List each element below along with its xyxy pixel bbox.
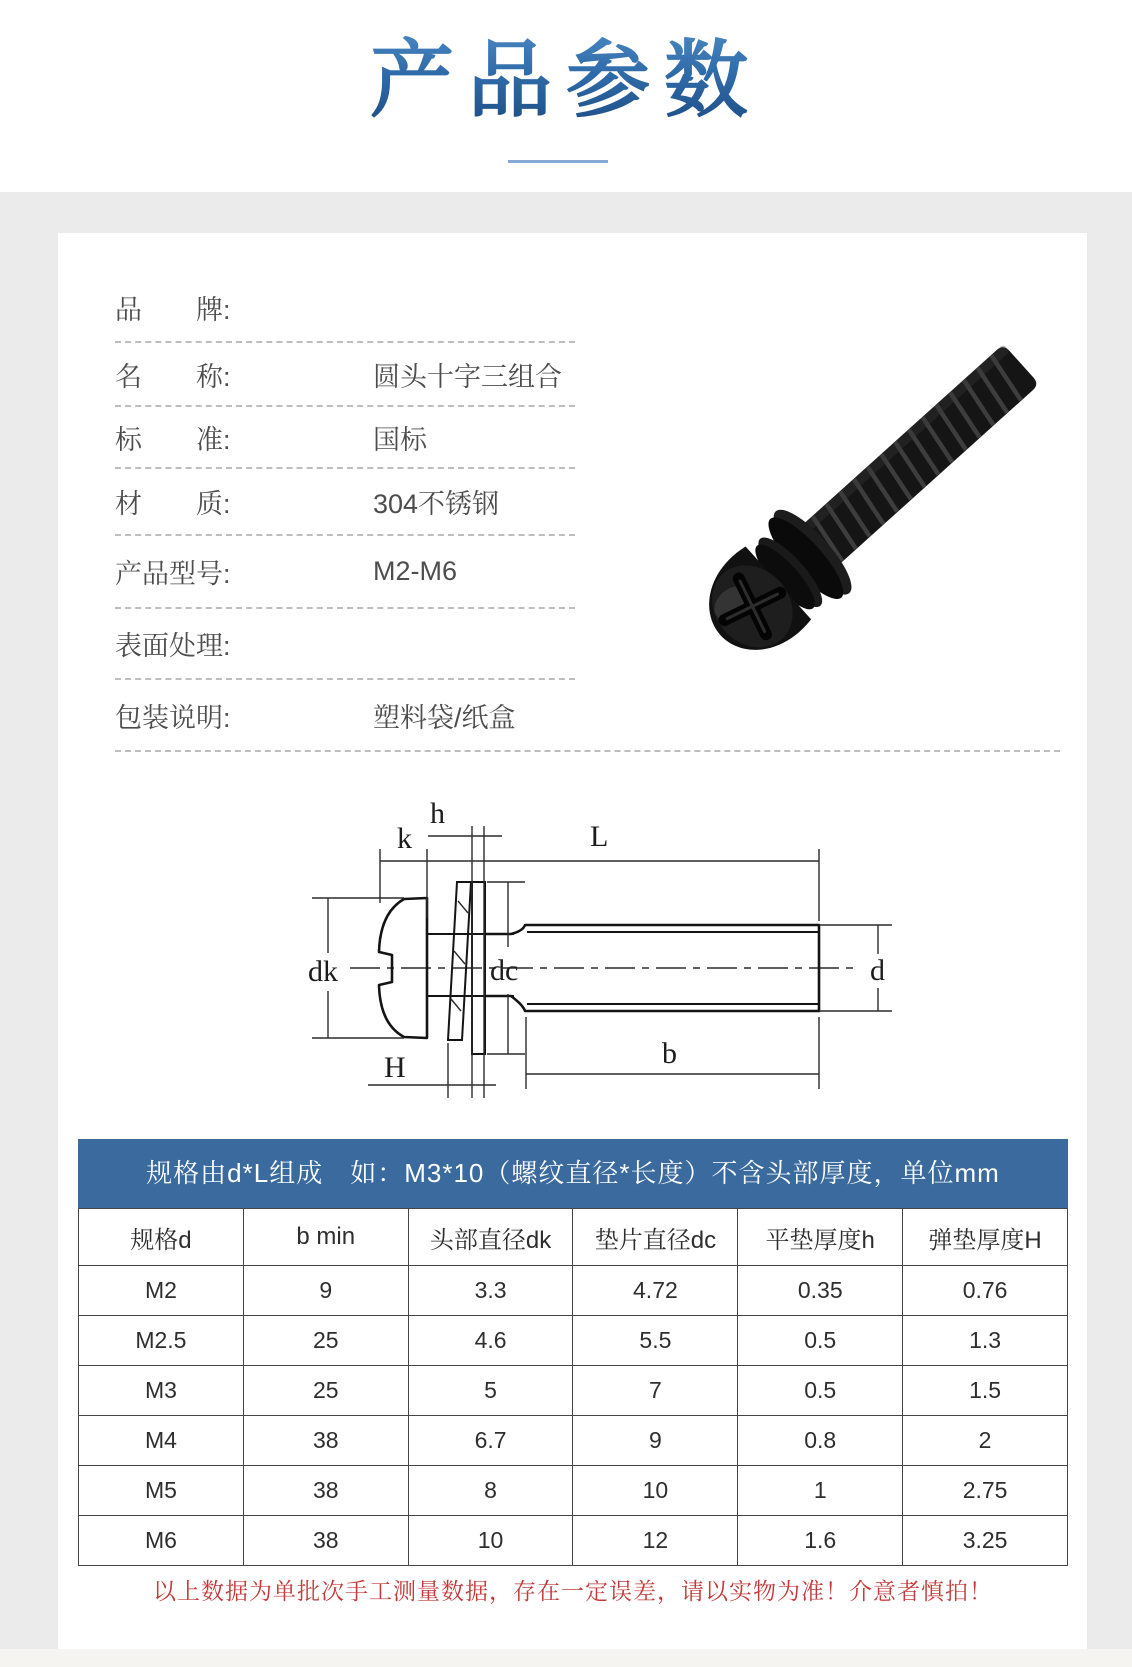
dim-label-b: b: [662, 1037, 677, 1070]
table-cell: 0.35: [738, 1266, 903, 1316]
table-cell: 1.6: [738, 1516, 903, 1566]
spec-table: [78, 1208, 1068, 1566]
table-cell: 0.76: [903, 1266, 1068, 1316]
table-cell: 1.5: [903, 1366, 1068, 1416]
table-cell: 25: [243, 1366, 408, 1416]
table-cell: 2.75: [903, 1466, 1068, 1516]
table-row: [79, 1466, 1068, 1516]
dim-label-dk: dk: [308, 955, 338, 988]
table-cell: 5.5: [573, 1316, 738, 1366]
screw-photo-group: [684, 323, 1059, 676]
dim-label-L: L: [590, 820, 609, 853]
spec-banner: 规格由d*L组成 如：M3*10（螺纹直径*长度）不含头部厚度，单位mm: [78, 1139, 1068, 1208]
table-cell: 10: [408, 1516, 573, 1566]
dimension-diagram: [300, 751, 900, 1131]
info-label: 品 牌:: [115, 294, 231, 325]
dim-label-h: h: [430, 797, 445, 830]
table-row: [79, 1416, 1068, 1466]
table-cell: 7: [573, 1366, 738, 1416]
info-row: [115, 680, 1060, 750]
spec-column-header: 垫片直径dc: [573, 1209, 738, 1266]
table-row: [79, 1316, 1068, 1366]
dim-label-dc: dc: [490, 954, 519, 987]
table-cell: 1.3: [903, 1316, 1068, 1366]
spring-washer-section: [448, 882, 471, 1040]
table-cell: 5: [408, 1366, 573, 1416]
table-cell: M2.5: [79, 1316, 244, 1366]
info-value: 塑料袋/纸盒: [373, 702, 516, 733]
info-value: M2-M6: [373, 556, 458, 586]
dim-label-H: H: [384, 1051, 406, 1084]
info-label: 标 准:: [115, 424, 231, 455]
table-cell: M3: [79, 1366, 244, 1416]
title-underline: [508, 160, 608, 163]
spec-body: [79, 1266, 1068, 1566]
table-cell: M5: [79, 1466, 244, 1516]
spec-column-header: b min: [243, 1209, 408, 1266]
table-row: [79, 1516, 1068, 1566]
info-label: 包装说明:: [115, 702, 231, 733]
screw-shank: [796, 344, 1039, 571]
table-row: [79, 1366, 1068, 1416]
info-label: 产品型号:: [115, 559, 231, 589]
table-cell: 0.5: [738, 1366, 903, 1416]
table-cell: 9: [243, 1266, 408, 1316]
dim-label-k: k: [397, 822, 412, 855]
content-card: [58, 233, 1087, 1649]
info-label: 名 称:: [115, 361, 231, 392]
kL-dimension: [380, 849, 819, 921]
product-photo: [613, 283, 1073, 683]
info-value: 圆头十字三组合: [373, 361, 562, 392]
footnote: 以上数据为单批次手工测量数据，存在一定误差，请以实物为准！介意者慎拍！: [153, 1578, 993, 1604]
bottom-strip: [0, 1649, 1132, 1667]
dim-label-d: d: [870, 954, 885, 987]
table-cell: 3.25: [903, 1516, 1068, 1566]
table-cell: 9: [573, 1416, 738, 1466]
table-cell: 12: [573, 1516, 738, 1566]
table-cell: 38: [243, 1466, 408, 1516]
table-cell: 3.3: [408, 1266, 573, 1316]
title-block: [0, 30, 1132, 130]
info-value: 304不锈钢: [373, 489, 500, 519]
spec-column-header: 弹垫厚度H: [903, 1209, 1068, 1266]
spec-column-header: 头部直径dk: [408, 1209, 573, 1266]
page-title: 产品参数: [370, 30, 762, 130]
info-label: 表面处理:: [115, 631, 231, 661]
table-cell: 2: [903, 1416, 1068, 1466]
table-cell: M6: [79, 1516, 244, 1566]
table-cell: 8: [408, 1466, 573, 1516]
table-row: [79, 1266, 1068, 1316]
table-cell: 0.5: [738, 1316, 903, 1366]
table-cell: 0.8: [738, 1416, 903, 1466]
table-cell: 4.6: [408, 1316, 573, 1366]
info-value: 国标: [373, 424, 427, 455]
table-cell: 10: [573, 1466, 738, 1516]
table-cell: 38: [243, 1416, 408, 1466]
spec-column-header: 规格d: [79, 1209, 244, 1266]
table-cell: 6.7: [408, 1416, 573, 1466]
table-cell: 4.72: [573, 1266, 738, 1316]
table-cell: M4: [79, 1416, 244, 1466]
shank-highlight: [796, 344, 1010, 538]
table-cell: 1: [738, 1466, 903, 1516]
table-cell: 25: [243, 1316, 408, 1366]
spec-header-row: [79, 1209, 1068, 1266]
info-label: 材 质:: [115, 489, 231, 519]
spec-section: [78, 1139, 1068, 1566]
table-cell: 38: [243, 1516, 408, 1566]
spec-column-header: 平垫厚度h: [738, 1209, 903, 1266]
table-cell: M2: [79, 1266, 244, 1316]
